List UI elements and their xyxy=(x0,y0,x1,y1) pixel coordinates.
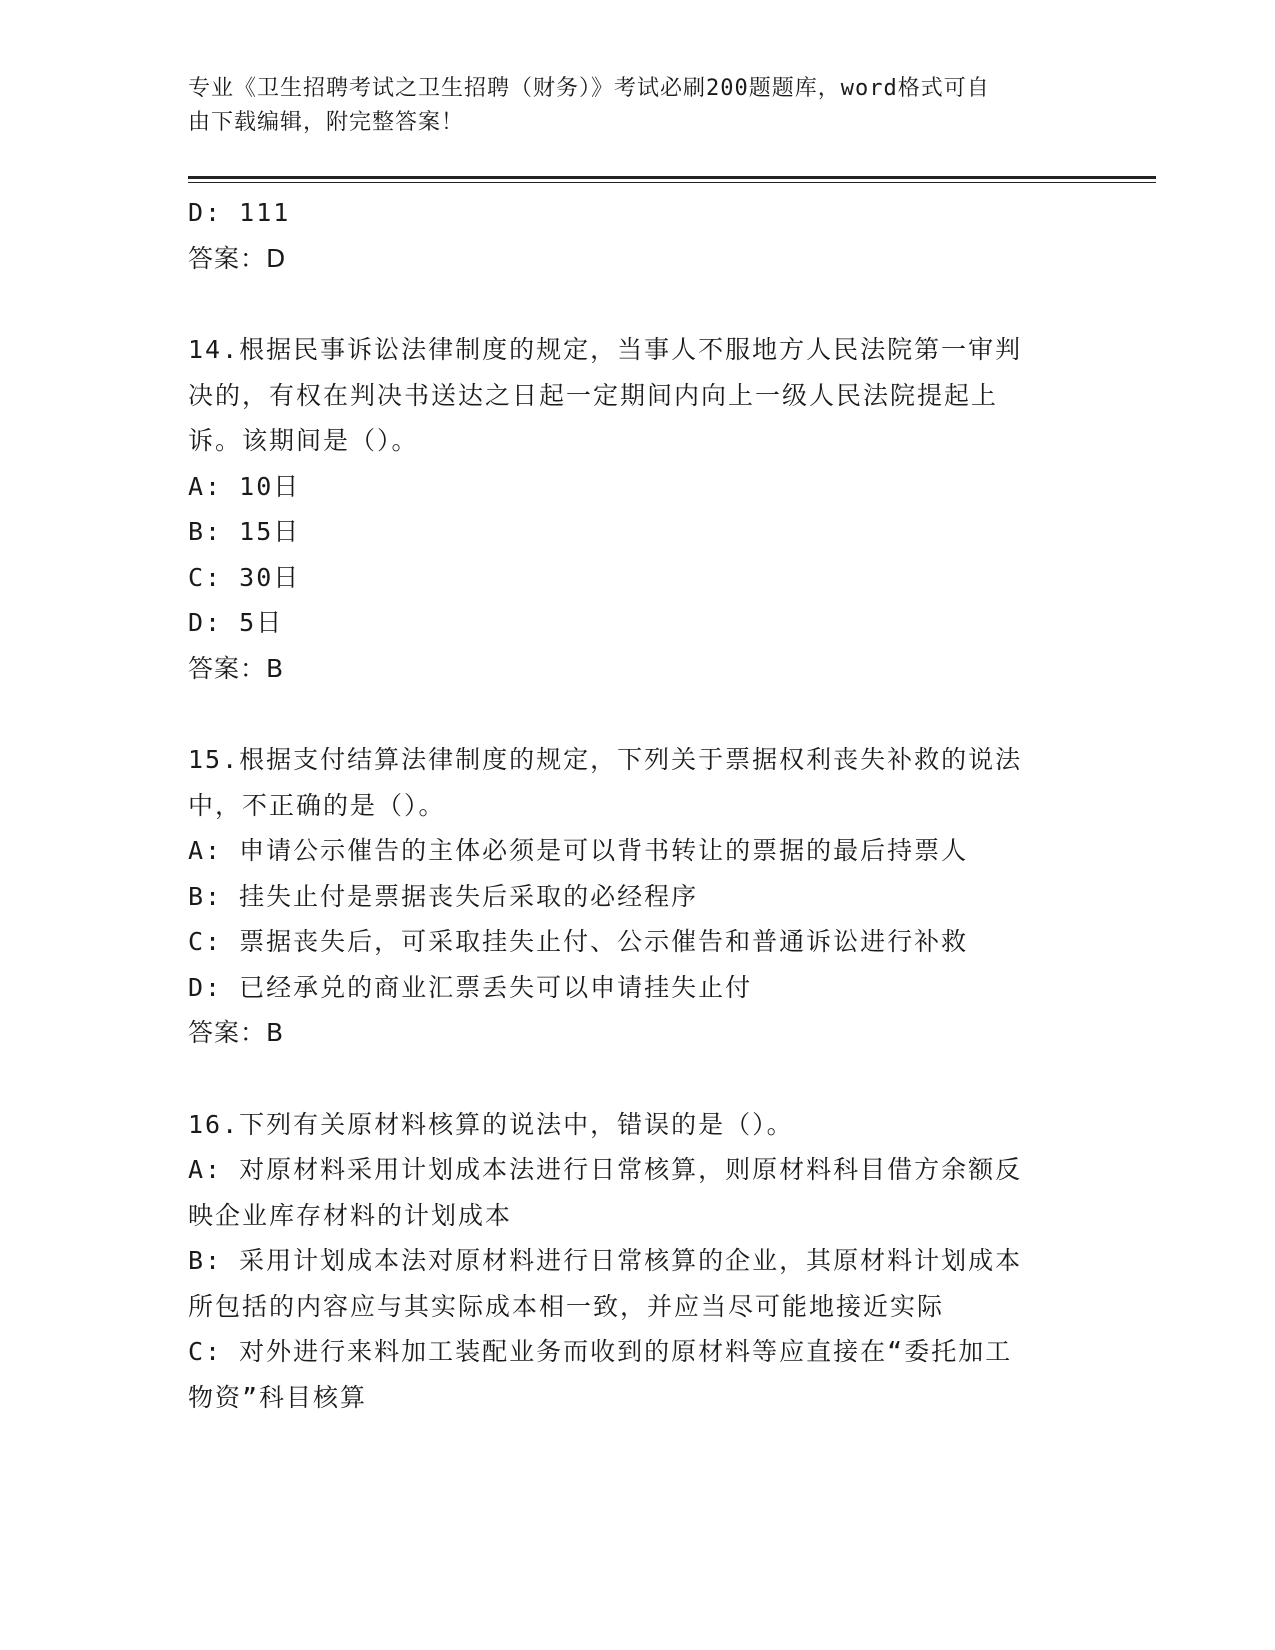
page-header xyxy=(188,72,1068,140)
option-b: B: 采用计划成本法对原材料进行日常核算的企业，其原材料计划成本 xyxy=(188,1246,1023,1275)
question-stem: 16.下列有关原材料核算的说法中，错误的是（）。 xyxy=(188,1109,794,1139)
question-13-tail xyxy=(188,190,1088,281)
spacer xyxy=(188,691,1088,737)
question-14 xyxy=(188,327,1088,691)
header-rule-thick xyxy=(188,176,1156,179)
option-a: A: 对原材料采用计划成本法进行日常核算，则原材料科目借方余额反 xyxy=(188,1155,1023,1184)
question-16 xyxy=(188,1102,1088,1421)
spacer xyxy=(188,281,1088,327)
spacer xyxy=(188,1056,1088,1102)
option-b-continued: 所包括的内容应与其实际成本相一致，并应当尽可能地接近实际 xyxy=(188,1291,945,1321)
option-b: B: 15日 xyxy=(188,517,301,546)
header-line-1: 专业《卫生招聘考试之卫生招聘（财务）》考试必刷200题题库，word格式可自 xyxy=(188,76,990,101)
option-c-continued: 物资”科目核算 xyxy=(188,1382,368,1412)
question-stem: 诉。该期间是（）。 xyxy=(188,426,419,455)
option-d: D: 5日 xyxy=(188,608,284,637)
option-d: D: 已经承兑的商业汇票丢失可以申请挂失止付 xyxy=(188,972,753,1002)
document-body xyxy=(188,190,1088,1420)
option-c: C: 30日 xyxy=(188,562,301,592)
option-c: C: 票据丧失后，可采取挂失止付、公示催告和普通诉讼进行补救 xyxy=(188,927,969,956)
option-a-continued: 映企业库存材料的计划成本 xyxy=(188,1200,513,1230)
option-a: A: 申请公示催告的主体必须是可以背书转让的票据的最后持票人 xyxy=(188,836,969,865)
header-line-2: 由下载编辑，附完整答案！ xyxy=(188,110,465,135)
answer: 答案：B xyxy=(188,653,285,683)
option-a: A: 10日 xyxy=(188,471,301,501)
answer: 答案：D xyxy=(188,243,287,273)
option-b: B: 挂失止付是票据丧失后采取的必经程序 xyxy=(188,881,699,911)
question-stem: 决的，有权在判决书送达之日起一定期间内向上一级人民法院提起上 xyxy=(188,380,999,410)
answer: 答案：B xyxy=(188,1018,285,1047)
question-stem: 14.根据民事诉讼法律制度的规定，当事人不服地方人民法院第一审判 xyxy=(188,335,1023,364)
question-stem: 中，不正确的是（）。 xyxy=(188,790,446,820)
header-rule-thin xyxy=(188,182,1156,183)
option-d: D: 111 xyxy=(188,198,291,227)
question-stem: 15.根据支付结算法律制度的规定，下列关于票据权利丧失补救的说法 xyxy=(188,745,1023,774)
question-15 xyxy=(188,737,1088,1056)
option-c: C: 对外进行来料加工装配业务而收到的原材料等应直接在“委托加工 xyxy=(188,1337,1013,1366)
